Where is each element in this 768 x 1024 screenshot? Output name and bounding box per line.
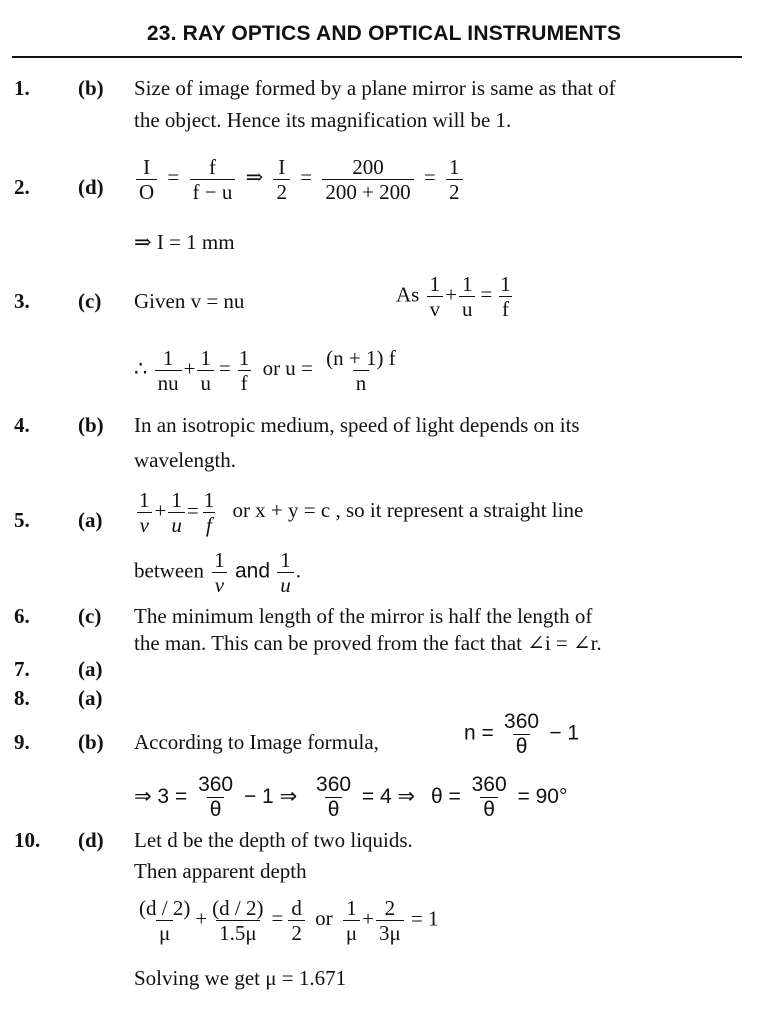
answer-option: (d) — [78, 828, 104, 852]
fraction: $\frac{1}{u}$ — [197, 346, 214, 395]
question-number: 6. — [14, 604, 30, 628]
answer-option: (c) — [78, 289, 102, 313]
page-title: 23. RAY OPTICS AND OPTICAL INSTRUMENTS — [146, 22, 622, 45]
question-number: 4. — [14, 413, 30, 437]
question-number: 5. — [14, 508, 30, 532]
answer-text: Size of image formed by a plane mirror is same as that of — [134, 76, 616, 100]
answer-option: (c) — [78, 604, 102, 628]
fraction: $\frac{360}{\theta}$ — [316, 773, 352, 822]
fraction: $\frac{1}{f}$ — [238, 346, 250, 396]
answer-text: wavelength. — [134, 448, 237, 472]
fraction: $\frac{1}{\mu}$ — [343, 896, 360, 945]
answer-option: (b) — [78, 413, 104, 437]
fraction: $\frac{1}{f}$ — [203, 488, 215, 538]
fraction: $\frac{f}{f - u}$ — [190, 155, 236, 204]
fraction: $\frac{I}{O}$ — [136, 155, 157, 204]
answer-option: (d) — [78, 175, 104, 199]
answer-option: (b) — [78, 76, 104, 100]
equation: As $\frac{1}{v}$ + $\frac{1}{u}$ = $\frac{1}{f}$ — [396, 272, 516, 321]
result-line: ⇒ I = 1 mm — [134, 230, 235, 254]
question-number: 2. — [14, 175, 30, 199]
fraction: $\frac{1}{u}$ — [459, 272, 476, 321]
fraction: $\frac{(n + 1) f}{n}$ — [326, 346, 396, 396]
question-number: 8. — [14, 686, 30, 710]
answer-text: Then apparent depth — [134, 859, 307, 883]
fraction: $\frac{1}{u}$ — [168, 488, 185, 537]
fraction: $\frac{360}{\theta}$ — [471, 773, 507, 822]
answer-text: Let d be the depth of two liquids. — [134, 828, 413, 852]
fraction: $\frac{1}{u}$ — [277, 548, 294, 597]
question-number: 10. — [14, 828, 41, 852]
fraction: $\frac{360}{\theta}$ — [504, 710, 540, 759]
question-number: 7. — [14, 657, 30, 681]
equation: $\frac{I}{O}$ = $\frac{f}{f - u}$ ⇒ $\frac{I}{2}$ = $\frac{200}{200 + 200}$ = $\frac{1}{2}$ — [134, 155, 465, 204]
answer-text: According to Image formula, — [134, 730, 379, 754]
equation: n = $\frac{360}{\theta}$ − 1 — [464, 710, 580, 759]
answer-option: (a) — [78, 686, 103, 710]
fraction: $\frac{1}{v}$ — [211, 548, 228, 597]
question-number: 1. — [14, 76, 30, 100]
fraction: $\frac{1}{v}$ — [136, 488, 153, 537]
header-divider — [12, 56, 742, 58]
answer-text: Given v = nu — [134, 289, 245, 313]
answer-option: (b) — [78, 730, 104, 754]
equation: $\frac{1}{v}$ + $\frac{1}{u}$ = $\frac{1}{f}$ or x + y = c , so it represent a straight line — [134, 488, 583, 537]
answer-text: the man. This can be proved from the fact that ∠i = ∠r. — [134, 631, 602, 655]
fraction: $\frac{I}{2}$ — [273, 155, 290, 204]
answer-text: The minimum length of the mirror is half the length of — [134, 604, 593, 628]
fraction: $\frac{1}{f}$ — [500, 272, 511, 322]
answer-option: (a) — [78, 508, 103, 532]
equation: between $\frac{1}{v}$ and $\frac{1}{u}$ . — [134, 548, 302, 598]
fraction: $\frac{360}{\theta}$ — [198, 773, 234, 822]
equation: $\frac{(d / 2)}{\mu}$ + $\frac{(d / 2)}{1.5\mu}$ = $\frac{d}{2}$ or $\frac{1}{\mu}$ + $\frac{2}{3\mu}$ = 1 — [134, 896, 439, 945]
answer-text: In an isotropic medium, speed of light depends on its — [134, 413, 580, 437]
answer-text: the object. Hence its magnification will be 1. — [134, 108, 512, 132]
fraction: $\frac{200}{200 + 200}$ — [322, 155, 413, 204]
fraction: $\frac{(d / 2)}{1.5\mu}$ — [212, 896, 264, 946]
equation: ∴ $\frac{1}{nu}$ + $\frac{1}{u}$ = $\frac{1}{f}$ or u = $\frac{(n + 1) f}{n}$ — [134, 346, 401, 395]
answer-text: Solving we get μ = 1.671 — [134, 966, 347, 990]
fraction: $\frac{1}{2}$ — [446, 155, 463, 204]
fraction: $\frac{(d / 2)}{\mu}$ — [139, 896, 191, 946]
fraction: $\frac{1}{v}$ — [427, 272, 444, 321]
fraction: $\frac{d}{2}$ — [288, 896, 305, 945]
question-number: 3. — [14, 289, 30, 313]
fraction: $\frac{1}{nu}$ — [155, 346, 182, 395]
fraction: $\frac{2}{3\mu}$ — [376, 896, 404, 945]
answer-option: (a) — [78, 657, 103, 681]
equation: ⇒ 3 = $\frac{360}{\theta}$ − 1 ⇒ $\frac{360}{\theta}$ = 4 ⇒ θ = $\frac{360}{\theta}$ = 90° — [134, 773, 568, 822]
question-number: 9. — [14, 730, 30, 754]
